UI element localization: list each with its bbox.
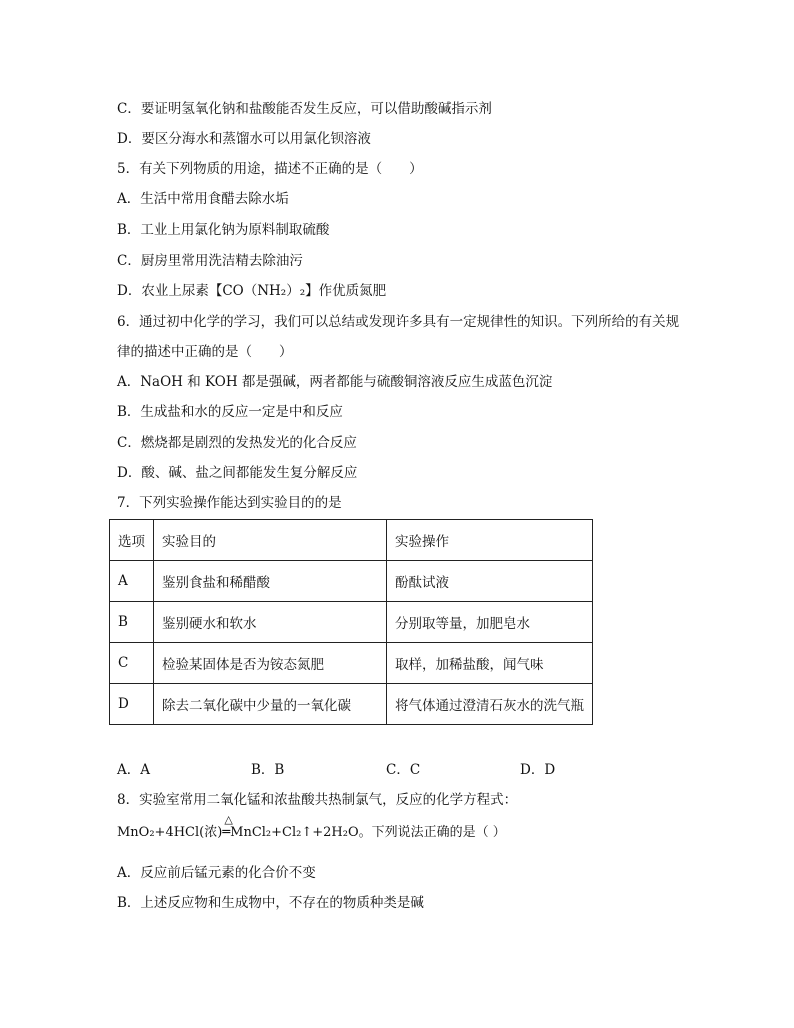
table-row: [110, 561, 593, 602]
table-cell: 酚酞试液: [387, 561, 593, 602]
table-cell: 除去二氧化碳中少量的一氧化碳: [154, 684, 387, 725]
question-8-tail: 。下列说法正确的是（ ）: [358, 825, 506, 840]
table-cell: B: [110, 602, 154, 643]
answer-option-b: B．B: [251, 762, 285, 778]
line-q4-option-d: D．要区分海水和蒸馏水可以用氯化钡溶液: [117, 131, 371, 147]
line-q5-option-a: A．生活中常用食醋去除水垢: [117, 191, 289, 207]
experiment-table: [109, 519, 593, 725]
table-cell: 检验某固体是否为铵态氮肥: [154, 643, 387, 684]
table-header-row: [110, 520, 593, 561]
question-6-stem: 6．通过初中化学的学习，我们可以总结或发现许多具有一定规律性的知识。下列所给的有关规: [117, 314, 680, 330]
table-cell: A: [110, 561, 154, 602]
equation-products: MnCl₂+Cl₂↑+2H₂O: [230, 825, 359, 840]
table-cell: 选项: [110, 520, 154, 561]
table-row: [110, 643, 593, 684]
table-cell: D: [110, 684, 154, 725]
line-q5-option-b: B．工业上用氯化钠为原料制取硫酸: [117, 222, 330, 238]
table-cell: 鉴别食盐和稀醋酸: [154, 561, 387, 602]
answer-option-d: D．D: [520, 762, 556, 778]
table-cell: 分别取等量，加肥皂水: [387, 602, 593, 643]
line-q8-option-b: B．上述反应物和生成物中，不存在的物质种类是碱: [117, 895, 424, 911]
question-7-stem: 7．下列实验操作能达到实验目的的是: [117, 495, 342, 511]
line-q5-option-d: D．农业上尿素【CO（NH₂）₂】作优质氮肥: [117, 283, 387, 299]
equation-reactants: MnO₂+4HCl(浓): [117, 825, 223, 840]
table-cell: 实验目的: [154, 520, 387, 561]
table-cell: 将气体通过澄清石灰水的洗气瓶: [387, 684, 593, 725]
table-cell: 鉴别硬水和软水: [154, 602, 387, 643]
answer-option-a: A．A: [117, 762, 150, 778]
table-cell: C: [110, 643, 154, 684]
line-q6-option-b: B．生成盐和水的反应一定是中和反应: [117, 404, 343, 420]
line-q6-option-a: A．NaOH 和 KOH 都是强碱，两者都能与硫酸铜溶液反应生成蓝色沉淀: [117, 374, 553, 390]
table-cell: 取样，加稀盐酸，闻气味: [387, 643, 593, 684]
heat-condition-icon: △: [224, 813, 233, 826]
chemical-equation: [117, 813, 506, 844]
line-q8-option-a: A．反应前后锰元素的化合价不变: [117, 865, 316, 881]
line-q4-option-c: C．要证明氢氧化钠和盐酸能否发生反应，可以借助酸碱指示剂: [117, 101, 492, 117]
question-8-stem: 8．实验室常用二氧化锰和浓盐酸共热制氯气，反应的化学方程式：: [117, 792, 518, 808]
line-q6-option-c: C．燃烧都是剧烈的发热发光的化合反应: [117, 435, 357, 451]
equals-sign: ═: [222, 825, 231, 840]
line-q6-option-d: D．酸、碱、盐之间都能发生复分解反应: [117, 465, 358, 481]
answer-option-c: C．C: [386, 762, 421, 778]
question-6-stem-cont: 律的描述中正确的是（ ）: [117, 344, 293, 360]
question-5-stem: 5．有关下列物质的用途，描述不正确的是（ ）: [117, 161, 423, 177]
table-row: [110, 684, 593, 725]
table-cell: 实验操作: [387, 520, 593, 561]
line-q5-option-c: C．厨房里常用洗洁精去除油污: [117, 253, 303, 269]
equation-sign: [222, 813, 233, 844]
table-row: [110, 602, 593, 643]
